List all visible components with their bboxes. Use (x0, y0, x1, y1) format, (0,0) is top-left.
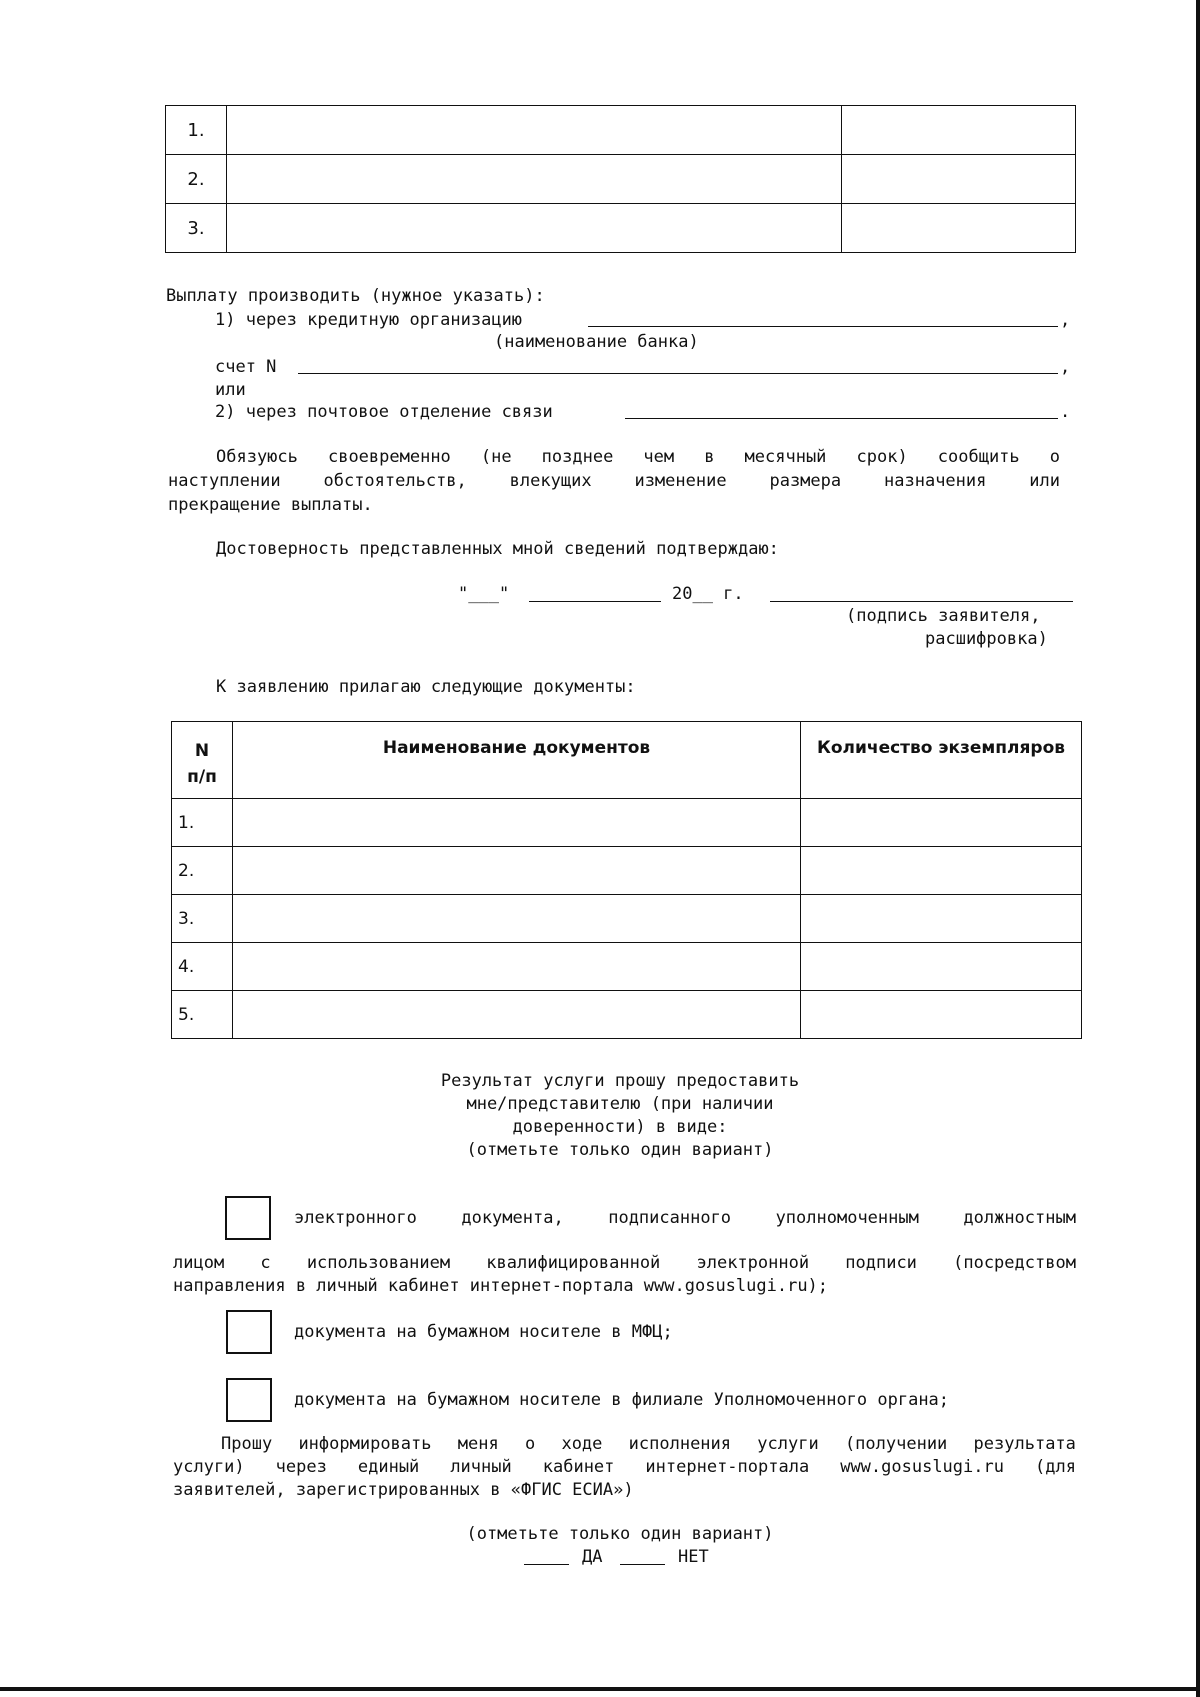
or-text: или (215, 380, 246, 400)
comma: , (1060, 357, 1071, 377)
word: месячный (744, 447, 827, 467)
option-mfc-checkbox[interactable] (226, 1310, 272, 1354)
word: информировать (298, 1434, 432, 1454)
header-name: Наименование документов (233, 722, 801, 799)
option-electronic-line-3: направления в личный кабинет интернет-портала www.gosuslugi.ru); (173, 1276, 829, 1296)
word: о (524, 1434, 536, 1454)
inform-line-3: заявителей, зарегистрированных в «ФГИС ЕСИА») (173, 1480, 634, 1500)
no-mark-field[interactable] (620, 1564, 665, 1565)
docs-intro: К заявлению прилагаю следующие документы: (216, 677, 636, 697)
bank-name-field[interactable] (588, 326, 1058, 327)
table-header-row (172, 722, 1082, 799)
word: срок) (856, 447, 908, 467)
word: должностным (963, 1208, 1076, 1228)
word: изменение (634, 471, 727, 491)
confirm-text: Достоверность представленных мной сведений подтверждаю: (216, 539, 779, 559)
result-line: Результат услуги прошу предоставить (440, 1071, 800, 1091)
signature-field[interactable] (770, 601, 1073, 602)
header-num (172, 722, 233, 799)
table-cell[interactable] (842, 204, 1076, 253)
documents-table (171, 721, 1082, 1039)
word: влекущих (509, 471, 592, 491)
date-year[interactable]: 20__ г. (672, 584, 744, 604)
payment-option-post: 2) через почтовое отделение связи (215, 402, 553, 422)
word: в (704, 447, 715, 467)
word: использованием (306, 1253, 451, 1273)
inform-line-2 (173, 1457, 1076, 1477)
table-row (172, 847, 1082, 895)
scan-border (0, 1687, 1200, 1691)
inform-line-1 (221, 1434, 1076, 1454)
word: назначения (884, 471, 987, 491)
word: (посредством (953, 1253, 1076, 1273)
result-line: доверенности) в виде: (512, 1117, 728, 1137)
word: сообщить (937, 447, 1020, 467)
date-month-field[interactable] (529, 601, 661, 602)
comma: , (1060, 310, 1071, 330)
payment-option-bank: 1) через кредитную организацию (215, 310, 523, 330)
word: наступлении (168, 471, 281, 491)
word: электронного (294, 1208, 417, 1228)
word: услуги) (173, 1457, 245, 1477)
post-office-field[interactable] (625, 418, 1058, 419)
word: (получении (844, 1434, 948, 1454)
word: результата (973, 1434, 1076, 1454)
account-label: счет N (215, 357, 277, 377)
word: о (1049, 447, 1060, 467)
word: или (1029, 471, 1060, 491)
obligation-line-1 (216, 447, 1060, 467)
table-cell[interactable] (227, 155, 842, 204)
word: интернет-портала (645, 1457, 810, 1477)
word: через (275, 1457, 327, 1477)
bank-name-caption: (наименование банка) (494, 332, 699, 352)
word: чем (643, 447, 675, 467)
row-number: 4. (172, 943, 233, 991)
word: подписи (845, 1253, 917, 1273)
table-cell[interactable] (842, 106, 1076, 155)
table-cell[interactable] (233, 943, 801, 991)
row-number: 3. (172, 895, 233, 943)
word: документа, (461, 1208, 564, 1228)
word: уполномоченным (775, 1208, 919, 1228)
word: размера (769, 471, 842, 491)
word: лицом (173, 1253, 225, 1273)
row-number: 1. (166, 106, 227, 155)
table-cell[interactable] (801, 847, 1082, 895)
option-branch-label: документа на бумажном носителе в филиале Уполномоченного органа; (294, 1390, 950, 1410)
top-table (165, 105, 1076, 253)
date-day[interactable]: "___" (458, 584, 510, 604)
scan-border (1196, 0, 1200, 1697)
word: услуги (757, 1434, 819, 1454)
table-cell[interactable] (233, 895, 801, 943)
row-number: 1. (172, 799, 233, 847)
option-electronic-checkbox[interactable] (225, 1196, 271, 1240)
row-number: 3. (166, 204, 227, 253)
no-label: НЕТ (678, 1547, 709, 1567)
result-line: (отметьте только один вариант) (466, 1140, 774, 1160)
row-number: 2. (166, 155, 227, 204)
word: www.gosuslugi.ru (840, 1457, 1004, 1477)
table-cell[interactable] (842, 155, 1076, 204)
payment-heading: Выплату производить (нужное указать): (166, 286, 545, 306)
word: электронной (696, 1253, 810, 1273)
table-cell[interactable] (801, 991, 1082, 1039)
table-row (172, 943, 1082, 991)
option-mfc-label: документа на бумажном носителе в МФЦ; (294, 1322, 673, 1342)
word: обстоятельств, (323, 471, 467, 491)
option-branch-checkbox[interactable] (226, 1378, 272, 1422)
inform-choose: (отметьте только один вариант) (466, 1524, 774, 1544)
header-qty: Количество экземпляров (801, 722, 1082, 799)
signature-caption: расшифровка) (925, 629, 1048, 649)
table-cell[interactable] (801, 895, 1082, 943)
word: Обязуюсь (216, 447, 298, 467)
table-row (166, 106, 1076, 155)
word: (не (480, 447, 512, 467)
header-text: N (194, 741, 210, 761)
option-electronic-line-2 (173, 1253, 1076, 1273)
yes-label: ДА (582, 1547, 603, 1567)
option-electronic-line-1 (294, 1208, 1076, 1228)
word: личный (450, 1457, 512, 1477)
table-row (172, 895, 1082, 943)
word: позднее (541, 447, 614, 467)
word: меня (457, 1434, 499, 1454)
word: Прошу (221, 1434, 273, 1454)
signature-caption: (подпись заявителя, (846, 606, 1041, 626)
word: своевременно (327, 447, 451, 467)
word: ходе (561, 1434, 603, 1454)
table-cell[interactable] (227, 204, 842, 253)
account-number-field[interactable] (298, 373, 1058, 374)
yes-mark-field[interactable] (524, 1564, 569, 1565)
table-row (172, 991, 1082, 1039)
row-number: 5. (172, 991, 233, 1039)
table-cell[interactable] (227, 106, 842, 155)
period: . (1060, 402, 1071, 422)
word: квалифицированной (486, 1253, 661, 1273)
table-row (172, 799, 1082, 847)
row-number: 2. (172, 847, 233, 895)
table-cell[interactable] (233, 991, 801, 1039)
table-cell[interactable] (233, 847, 801, 895)
table-row (166, 204, 1076, 253)
table-cell[interactable] (801, 799, 1082, 847)
table-cell[interactable] (233, 799, 801, 847)
word: (для (1034, 1457, 1076, 1477)
table-row (166, 155, 1076, 204)
word: исполнения (628, 1434, 732, 1454)
obligation-line-3: прекращение выплаты. (168, 495, 373, 515)
table-cell[interactable] (801, 943, 1082, 991)
word: единый (357, 1457, 420, 1477)
header-text: п/п (187, 767, 217, 787)
word: кабинет (542, 1457, 615, 1477)
word: подписанного (608, 1208, 732, 1228)
result-line: мне/представителю (при наличии (466, 1094, 774, 1114)
obligation-line-2 (168, 471, 1060, 491)
word: с (260, 1253, 271, 1273)
